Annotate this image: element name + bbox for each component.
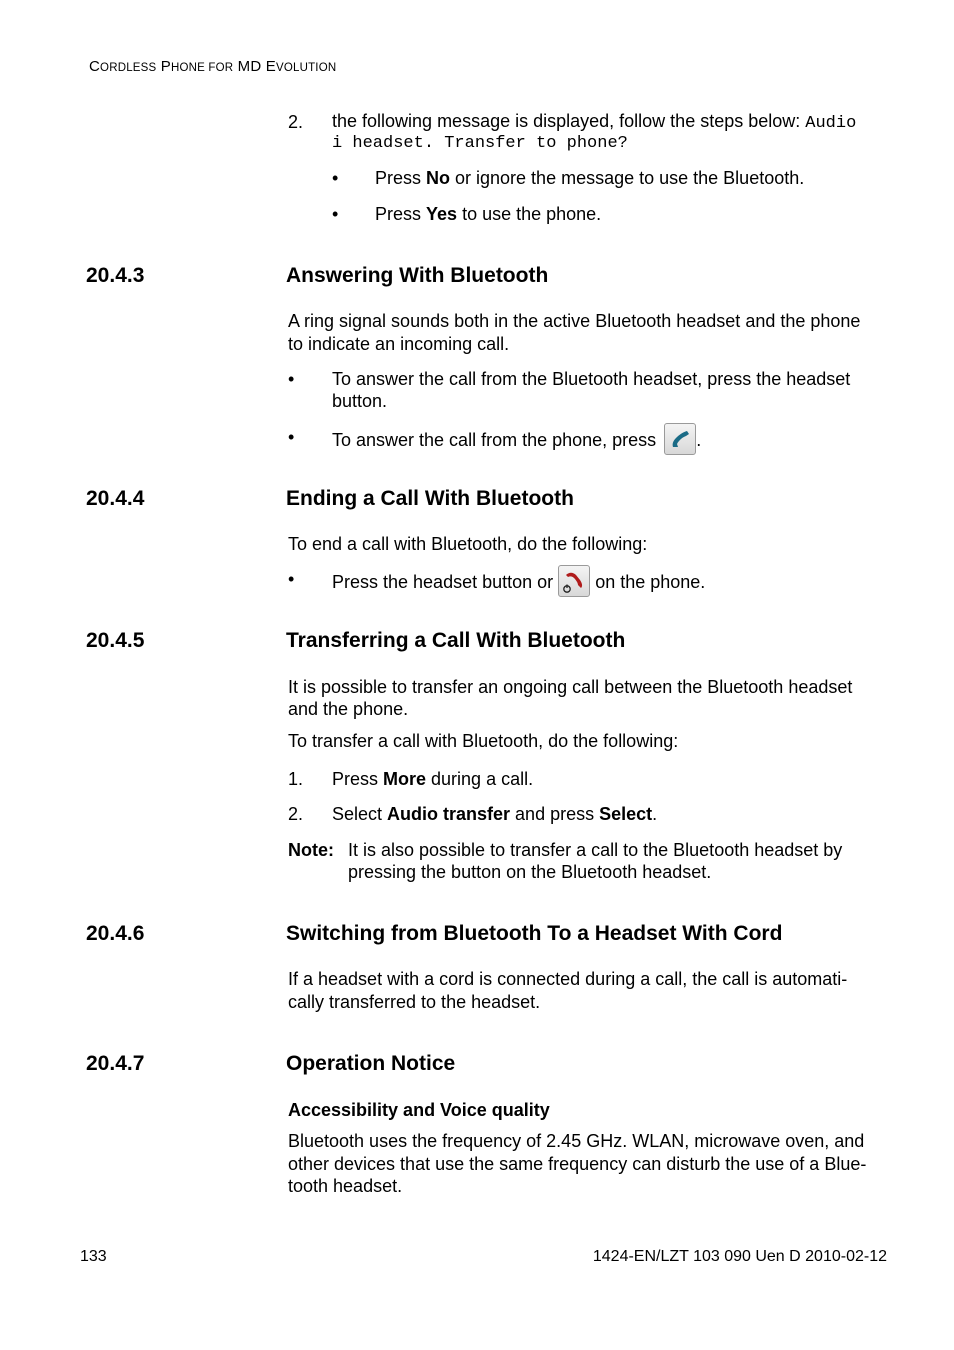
bullet-dot: • bbox=[288, 427, 295, 447]
paragraph-line: A ring signal sounds both in the active Bluetooth headset and the phone bbox=[288, 311, 861, 331]
paragraph-line: It is possible to transfer an ongoing call between the Bluetooth headset bbox=[288, 677, 853, 697]
step-number: 1. bbox=[288, 769, 304, 789]
step-text-part: . bbox=[652, 804, 658, 824]
step-number: 2. bbox=[288, 804, 304, 824]
header-text-part: VOLUTION bbox=[275, 62, 337, 74]
step-text-part: and press bbox=[510, 804, 600, 824]
step-text-part: Press bbox=[332, 769, 384, 789]
section-number: 20.4.7 bbox=[86, 1052, 145, 1075]
header-text-part: P bbox=[156, 58, 171, 75]
call-end-icon bbox=[558, 565, 590, 597]
bullet-text: on the phone. bbox=[595, 571, 706, 592]
bullet-line: To answer the call from the Bluetooth headset, press the headset bbox=[332, 369, 851, 389]
paragraph-line: Bluetooth uses the frequency of 2.45 GHz. WLAN, microwave oven, and bbox=[288, 1131, 865, 1151]
subheading: Accessibility and Voice quality bbox=[288, 1100, 550, 1120]
section-title: Operation Notice bbox=[286, 1052, 456, 1075]
paragraph-line: tooth headset. bbox=[288, 1176, 403, 1196]
bullet-text: To answer the call from the phone, press bbox=[332, 429, 657, 450]
bullet-bold: No bbox=[426, 168, 451, 188]
bullet-text: Press bbox=[375, 204, 427, 224]
section-title: Transferring a Call With Bluetooth bbox=[286, 629, 626, 652]
paragraph-line: To end a call with Bluetooth, do the following: bbox=[288, 534, 648, 554]
header-text-part: HONE FOR bbox=[171, 62, 234, 74]
section-title: Answering With Bluetooth bbox=[286, 264, 549, 287]
step-text bbox=[332, 768, 533, 791]
document-id: 1424-EN/LZT 103 090 Uen D 2010-02-12 bbox=[592, 1248, 887, 1265]
section-title: Ending a Call With Bluetooth bbox=[286, 487, 574, 510]
step2-bullet-2 bbox=[375, 203, 601, 226]
bullet-dot: • bbox=[332, 204, 339, 224]
section-title: Switching from Bluetooth To a Headset With Cord bbox=[286, 922, 783, 945]
header-text-part: ORDLESS bbox=[100, 62, 157, 74]
bullet-bold: Yes bbox=[426, 204, 458, 224]
paragraph-line: cally transferred to the headset. bbox=[288, 992, 541, 1012]
step-number: 2. bbox=[288, 112, 304, 132]
bullet-line bbox=[332, 567, 705, 599]
step-text-bold: More bbox=[383, 769, 427, 789]
bullet-line: button. bbox=[332, 391, 388, 411]
bullet-text: or ignore the message to use the Bluetooth. bbox=[450, 168, 805, 188]
step-text bbox=[332, 803, 657, 826]
step-text-part: Select bbox=[332, 804, 388, 824]
bullet-dot: • bbox=[288, 569, 295, 589]
message-line1: Audio bbox=[805, 114, 857, 133]
step-text-bold: Select bbox=[599, 804, 653, 824]
bullet-dot: • bbox=[332, 168, 339, 188]
paragraph-line: To transfer a call with Bluetooth, do the following: bbox=[288, 731, 679, 751]
step-text-bold: Audio transfer bbox=[387, 804, 511, 824]
bullet-dot: • bbox=[288, 369, 295, 389]
step2-bullet-1 bbox=[375, 167, 804, 190]
note-line: pressing the button on the Bluetooth headset. bbox=[348, 862, 712, 882]
note-label: Note: bbox=[288, 840, 334, 860]
step-text-main: the following message is displayed, follow the steps below: bbox=[332, 111, 806, 131]
note-line: It is also possible to transfer a call to the Bluetooth headset by bbox=[348, 840, 843, 860]
section-number: 20.4.4 bbox=[86, 487, 145, 510]
bullet-text: Press bbox=[375, 168, 427, 188]
paragraph-line: to indicate an incoming call. bbox=[288, 334, 510, 354]
bullet-line bbox=[332, 425, 701, 457]
step-text-part: during a call. bbox=[426, 769, 534, 789]
header-text-part: C bbox=[89, 58, 101, 75]
call-answer-icon bbox=[664, 423, 696, 455]
section-number: 20.4.5 bbox=[86, 629, 145, 652]
step-text bbox=[332, 110, 856, 136]
paragraph-line: If a headset with a cord is connected during a call, the call is automati- bbox=[288, 969, 848, 989]
bullet-text: to use the phone. bbox=[457, 204, 602, 224]
message-line2: i headset. Transfer to phone? bbox=[332, 134, 628, 153]
page-number: 133 bbox=[80, 1248, 107, 1265]
header-text-part: MD E bbox=[233, 58, 276, 75]
section-number: 20.4.3 bbox=[86, 264, 145, 287]
paragraph-line: other devices that use the same frequency can disturb the use of a Blue- bbox=[288, 1154, 867, 1174]
running-header bbox=[89, 58, 336, 75]
paragraph-line: and the phone. bbox=[288, 699, 409, 719]
bullet-text: Press the headset button or bbox=[332, 571, 554, 592]
bullet-text: . bbox=[696, 429, 702, 450]
section-number: 20.4.6 bbox=[86, 922, 145, 945]
